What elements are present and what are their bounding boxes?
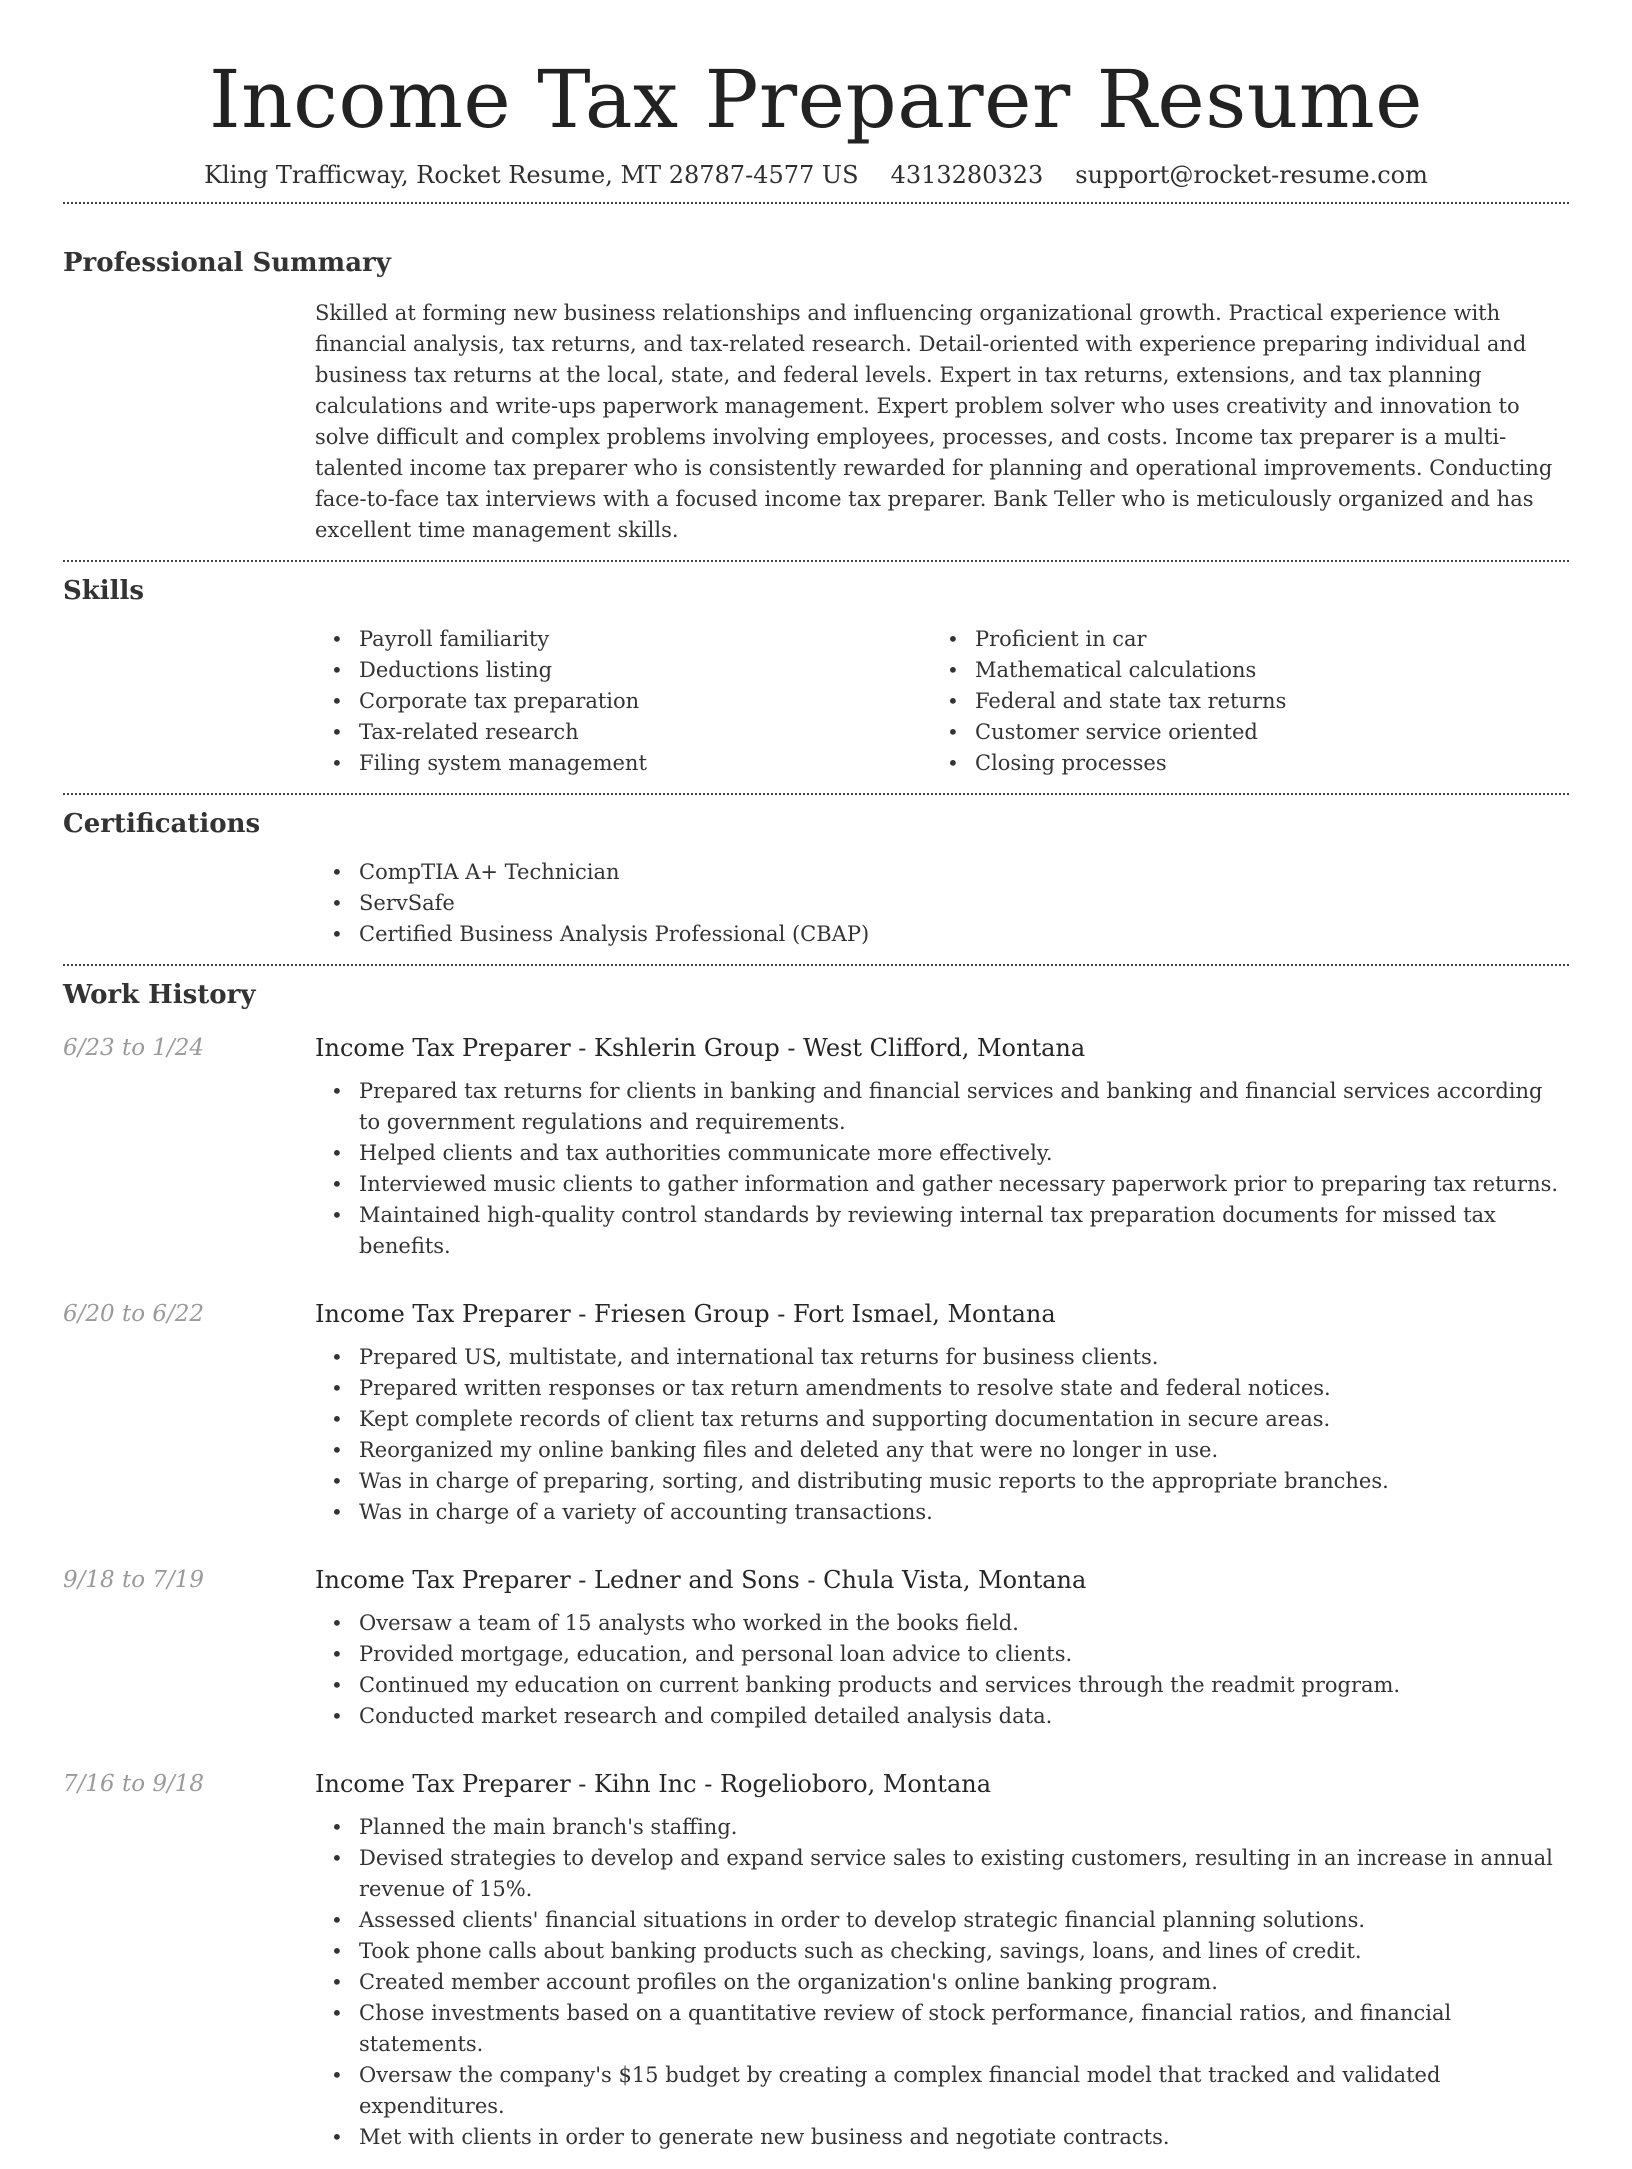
- job-entry: [63, 1026, 1569, 1278]
- job-title: Income Tax Preparer - Ledner and Sons - Chula Vista, Montana: [315, 1566, 1087, 1594]
- skill-item: • Filing system management: [359, 748, 931, 779]
- job-bullet: • Assessed clients' financial situations in order to develop strategic financial planning solutions.: [359, 1905, 1569, 1936]
- job-bullet: • Met with clients in order to generate new business and negotiate contracts.: [359, 2122, 1569, 2153]
- job-bullet: • Oversaw a team of 15 analysts who worked in the books field.: [359, 1608, 1569, 1639]
- job-entry: [63, 1762, 1569, 2169]
- skills-columns: [315, 608, 1569, 793]
- certification-item: • CompTIA A+ Technician: [359, 857, 1569, 888]
- skills-list-left: [315, 624, 931, 779]
- skill-item: • Corporate tax preparation: [359, 686, 931, 717]
- job-bullets: [315, 1812, 1569, 2153]
- job-dates: 7/16 to 9/18: [63, 1771, 205, 1797]
- job-bullet: • Prepared US, multistate, and international tax returns for business clients.: [359, 1342, 1569, 1373]
- certifications-section: [63, 795, 1569, 964]
- summary-text: Skilled at forming new business relationships and influencing organizational growth. Practical experience with financial analysis, tax returns, and tax-related research. Detail-oriented with experience preparing individual and business tax returns at the local, state, and federal levels. Expert in tax returns, extensions, and tax planning calculations and write-ups paperwork management. Expert problem solver who uses creativity and innovation to solve difficult and complex problems involving employees, processes, and costs. Income tax preparer is a multi-talented income tax preparer who is consistently rewarded for planning and operational improvements. Conducting face-to-face tax interviews with a focused income tax preparer. Bank Teller who is meticulously organized and has excellent time management skills.: [315, 301, 1553, 542]
- job-header: [63, 1026, 1569, 1070]
- job-bullet: • Took phone calls about banking products such as checking, savings, loans, and lines of credit.: [359, 1936, 1569, 1967]
- job-content: [315, 1806, 1569, 2169]
- summary-section: [63, 204, 1569, 560]
- certifications-list: [315, 857, 1569, 950]
- skill-item: • Mathematical calculations: [975, 655, 1547, 686]
- skill-item: • Closing processes: [975, 748, 1547, 779]
- job-bullets: [315, 1342, 1569, 1528]
- job-bullet: • Reorganized my online banking files and deleted any that were no longer in use.: [359, 1435, 1569, 1466]
- section-title-skills: Skills: [63, 576, 145, 606]
- job-header: [63, 1762, 1569, 1806]
- skill-item: • Proficient in car: [975, 624, 1547, 655]
- job-bullet: • Was in charge of preparing, sorting, and distributing music reports to the appropriate branches.: [359, 1466, 1569, 1497]
- section-title-summary: Professional Summary: [63, 248, 391, 278]
- job-bullet: • Helped clients and tax authorities communicate more effectively.: [359, 1138, 1569, 1169]
- skills-list-right: [931, 624, 1547, 779]
- job-bullets: [315, 1076, 1569, 1262]
- skill-item: • Customer service oriented: [975, 717, 1547, 748]
- contact-phone: 4313280323: [890, 161, 1044, 189]
- job-bullet: • Oversaw the company's $15 budget by creating a complex financial model that tracked and validated expenditures.: [359, 2060, 1569, 2122]
- contact-address: Kling Trafficway, Rocket Resume, MT 28787-4577 US: [204, 161, 859, 189]
- job-bullet: • Prepared written responses or tax return amendments to resolve state and federal notices.: [359, 1373, 1569, 1404]
- skill-item: • Tax-related research: [359, 717, 931, 748]
- job-bullet: • Conducted market research and compiled detailed analysis data.: [359, 1701, 1569, 1732]
- job-entry: [63, 1558, 1569, 1748]
- section-title-work-history: Work History: [63, 980, 256, 1010]
- skills-section: [63, 562, 1569, 793]
- job-title: Income Tax Preparer - Kshlerin Group - West Clifford, Montana: [315, 1034, 1086, 1062]
- certification-item: • Certified Business Analysis Professional (CBAP): [359, 919, 1569, 950]
- job-bullet: • Created member account profiles on the organization's online banking program.: [359, 1967, 1569, 1998]
- skill-item: • Payroll familiarity: [359, 624, 931, 655]
- job-header: [63, 1292, 1569, 1336]
- job-dates: 9/18 to 7/19: [63, 1567, 205, 1593]
- job-bullet: • Was in charge of a variety of accounting transactions.: [359, 1497, 1569, 1528]
- job-bullet: • Chose investments based on a quantitative review of stock performance, financial ratios, and financial statements.: [359, 1998, 1569, 2060]
- work-history-section: [63, 966, 1569, 2169]
- resume-title: Income Tax Preparer Resume: [208, 53, 1424, 146]
- job-header: [63, 1558, 1569, 1602]
- certification-item: • ServSafe: [359, 888, 1569, 919]
- contact-email[interactable]: support@rocket-resume.com: [1075, 161, 1428, 189]
- job-content: [315, 1070, 1569, 1278]
- job-dates: 6/20 to 6/22: [63, 1301, 205, 1327]
- job-content: [315, 1336, 1569, 1544]
- job-bullet: • Maintained high-quality control standards by reviewing internal tax preparation documents for missed tax benefits.: [359, 1200, 1569, 1262]
- job-bullet: • Provided mortgage, education, and personal loan advice to clients.: [359, 1639, 1569, 1670]
- job-dates: 6/23 to 1/24: [63, 1035, 205, 1061]
- job-bullet: • Planned the main branch's staffing.: [359, 1812, 1569, 1843]
- contact-line: [63, 160, 1569, 198]
- job-title: Income Tax Preparer - Kihn Inc - Rogelioboro, Montana: [315, 1770, 992, 1798]
- job-bullet: • Prepared tax returns for clients in banking and financial services and banking and financial services according to government regulations and requirements.: [359, 1076, 1569, 1138]
- job-content: [315, 1602, 1569, 1748]
- job-bullet: • Continued my education on current banking products and services through the readmit program.: [359, 1670, 1569, 1701]
- skill-item: • Deductions listing: [359, 655, 931, 686]
- job-bullets: [315, 1608, 1569, 1732]
- job-bullet: • Interviewed music clients to gather information and gather necessary paperwork prior to preparing tax returns.: [359, 1169, 1569, 1200]
- job-entry: [63, 1292, 1569, 1544]
- certifications-content: [315, 841, 1569, 964]
- skill-item: • Federal and state tax returns: [975, 686, 1547, 717]
- section-title-certifications: Certifications: [63, 809, 261, 839]
- job-title: Income Tax Preparer - Friesen Group - Fort Ismael, Montana: [315, 1300, 1056, 1328]
- job-bullet: • Devised strategies to develop and expand service sales to existing customers, resulting in an increase in annual revenue of 15%.: [359, 1843, 1569, 1905]
- job-bullet: • Kept complete records of client tax returns and supporting documentation in secure areas.: [359, 1404, 1569, 1435]
